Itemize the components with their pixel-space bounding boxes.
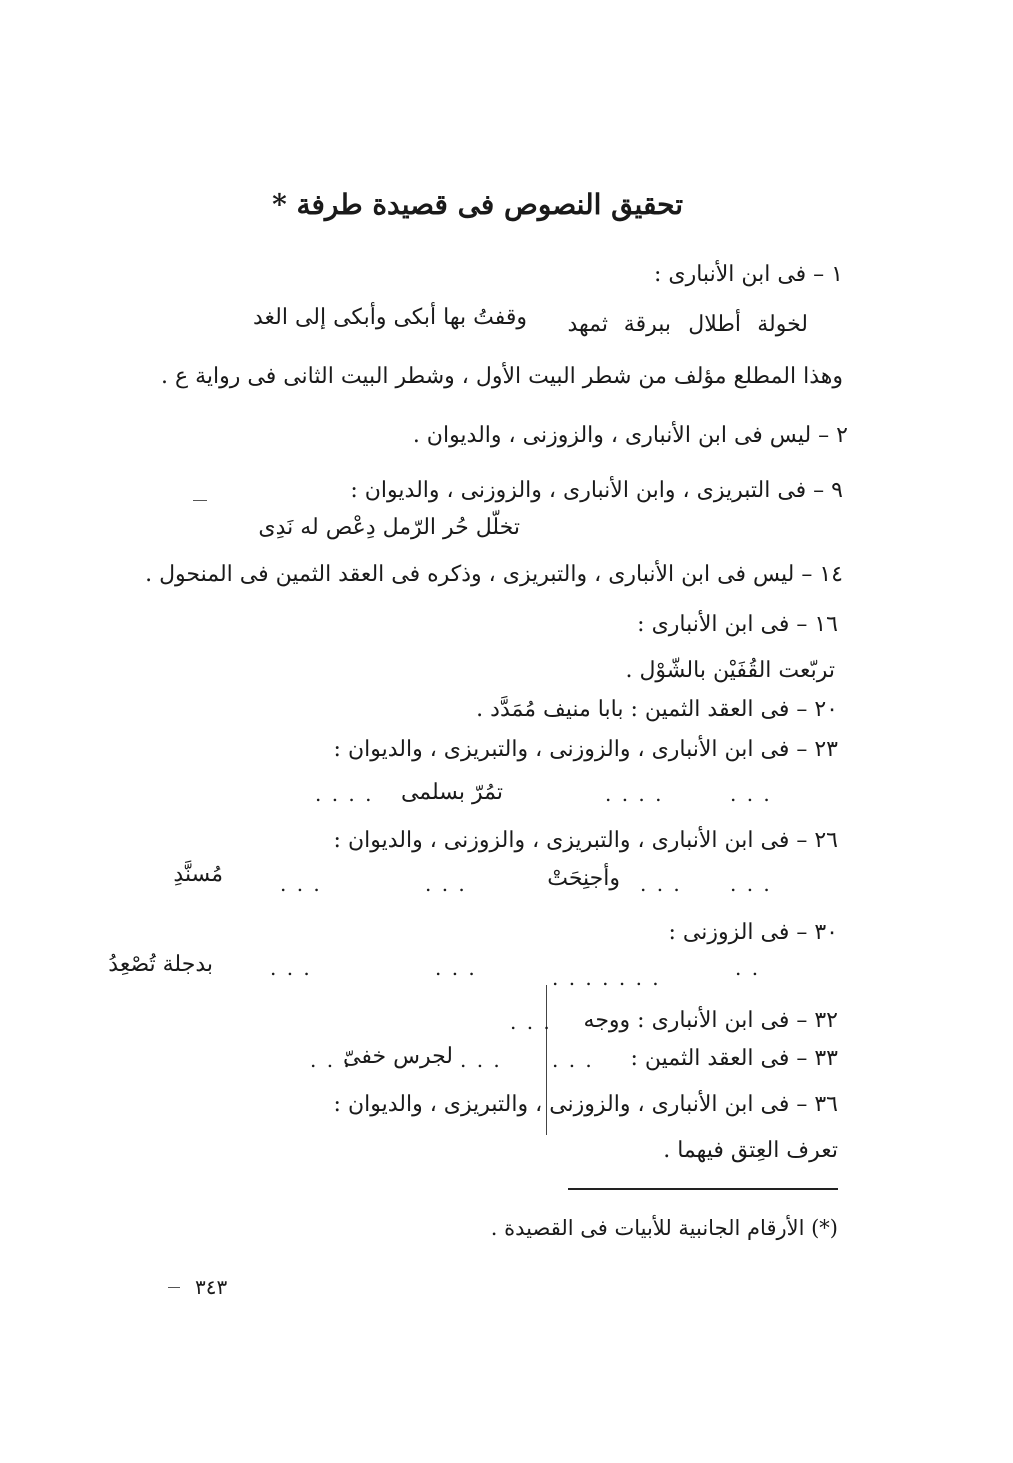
entry-2: ٢ – ليس فى ابن الأنبارى ، والزوزنى ، والديوان . bbox=[412, 423, 848, 448]
ellipsis: . . . bbox=[552, 1048, 594, 1072]
entry-30-heading: ٣٠ – فى الزوزنى : bbox=[668, 920, 838, 945]
footnote-rule bbox=[568, 1188, 838, 1190]
verse-16: تربّعت القُفَيْن بالشّوْل . bbox=[625, 658, 835, 683]
ellipsis: . . . bbox=[280, 872, 322, 896]
entry-20: ٢٠ – فى العقد الثمين : بابا منيف مُمَدَّد . bbox=[476, 697, 838, 722]
page-mark bbox=[168, 1287, 180, 1288]
ellipsis: . . . bbox=[510, 1010, 552, 1034]
verse-1-word-4: ثمهد bbox=[567, 312, 608, 337]
page-title: تحقيق النصوص فى قصيدة طرفة * bbox=[272, 188, 683, 221]
ellipsis: . . . bbox=[425, 872, 467, 896]
entry-33: ٣٣ – فى العقد الثمين : bbox=[630, 1046, 838, 1071]
entry-23-heading: ٢٣ – فى ابن الأنبارى ، والزوزنى ، والتبريزى ، والديوان : bbox=[333, 737, 838, 762]
margin-dash bbox=[193, 500, 207, 501]
verse-30: بدجلة تُصْعِدُ bbox=[108, 952, 213, 977]
entry-32: ٣٢ – فى ابن الأنبارى : ووجه bbox=[583, 1008, 838, 1033]
verse-36: تعرف العِتق فيهما . bbox=[663, 1138, 838, 1163]
verse-1-word-1: لخولة bbox=[757, 312, 808, 337]
ellipsis: . . . . bbox=[605, 782, 664, 806]
verse-26-word: وأجنِحَتْ bbox=[547, 866, 620, 891]
ellipsis: . . bbox=[735, 956, 761, 980]
page-number: ٣٤٣ bbox=[195, 1275, 228, 1299]
ellipsis: . . . bbox=[310, 1048, 352, 1072]
entry-9-heading: ٩ – فى التبريزى ، وابن الأنبارى ، والزوزنى ، والديوان : bbox=[350, 478, 843, 503]
ellipsis: . . . bbox=[640, 872, 682, 896]
verse-1-second-half: وقفتُ بها أبكى وأبكى إلى الغد bbox=[252, 305, 527, 330]
footnote: (*) الأرقام الجانبية للأبيات فى القصيدة . bbox=[490, 1216, 838, 1240]
verse-23: تمُرّ بسلمى bbox=[400, 780, 503, 805]
entry-36-heading: ٣٦ – فى ابن الأنبارى ، والزوزنى ، والتبريزى ، والديوان : bbox=[333, 1092, 838, 1117]
entry-26-heading: ٢٦ – فى ابن الأنبارى ، والتبريزى ، والزوزنى ، والديوان : bbox=[333, 828, 838, 853]
entry-16-heading: ١٦ – فى ابن الأنبارى : bbox=[637, 612, 838, 637]
entry-1-heading: ١ – فى ابن الأنبارى : bbox=[653, 262, 843, 287]
verse-1-word-3: ببرقة bbox=[623, 312, 671, 337]
ellipsis: . . . . bbox=[315, 782, 374, 806]
verse-1-word-2: أطلال bbox=[688, 312, 741, 337]
entry-1-note: وهذا المطلع مؤلف من شطر البيت الأول ، وشطر البيت الثانى فى رواية ع . bbox=[160, 364, 843, 389]
entry-14: ١٤ – ليس فى ابن الأنبارى ، والتبريزى ، وذكره فى العقد الثمين فى المنحول . bbox=[145, 562, 843, 587]
ellipsis: . . . bbox=[730, 782, 772, 806]
ellipsis: . . . bbox=[270, 956, 312, 980]
verse-9: تخلّل حُر الرّمل دِعْص له نَدِى bbox=[258, 515, 520, 540]
verse-33: لجرس خفىّ bbox=[343, 1044, 453, 1069]
ellipsis: . . . bbox=[460, 1048, 502, 1072]
verse-26-end: مُسنَّدِ bbox=[173, 862, 223, 887]
ellipsis: . . . bbox=[435, 956, 477, 980]
ellipsis: . . . . . . . bbox=[552, 966, 661, 990]
ellipsis: . . . bbox=[730, 872, 772, 896]
